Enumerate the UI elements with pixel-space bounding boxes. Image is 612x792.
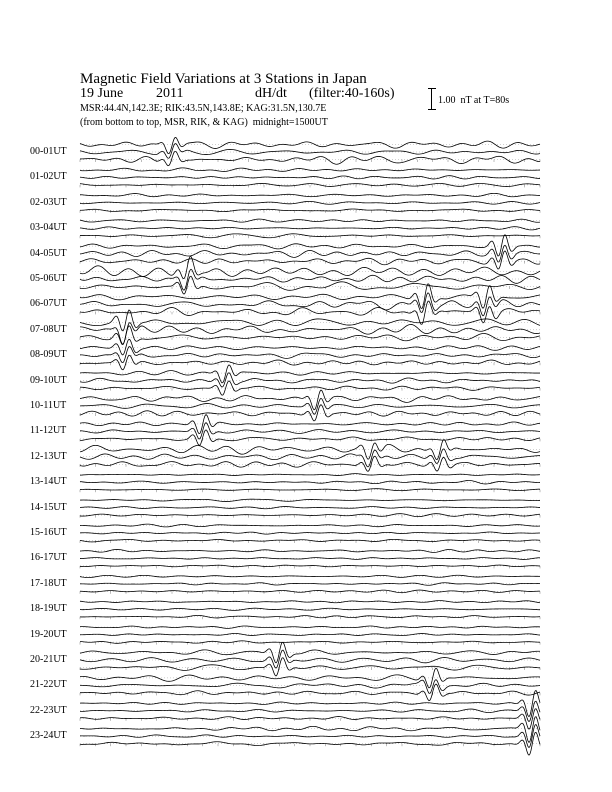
hour-row-label: 20-21UT <box>30 654 67 665</box>
date-day: 19 June <box>80 86 124 101</box>
trace-rik <box>80 608 540 610</box>
hour-row-traces <box>80 668 540 701</box>
midnight-note: midnight=1500UT <box>252 117 328 128</box>
hour-row-traces <box>80 415 540 446</box>
hour-row-label: 07-08UT <box>30 323 67 335</box>
hour-row-label: 09-10UT <box>30 374 67 386</box>
hour-row-label: 02-03UT <box>30 196 67 208</box>
scale-label: 1.00 nT at T=80s <box>438 95 510 106</box>
trace-rik <box>80 634 540 636</box>
hour-row-label: 01-02UT <box>30 171 67 183</box>
trace-msr <box>80 405 540 421</box>
hour-row-label: 05-06UT <box>30 273 67 284</box>
trace-kag <box>80 138 540 154</box>
trace-rik <box>80 532 540 534</box>
hour-row-traces <box>80 642 540 676</box>
hour-row-label: 10-11UT <box>30 400 67 411</box>
hour-row-label: 06-07UT <box>30 298 67 310</box>
hour-row-traces <box>80 549 540 568</box>
trace-rik <box>80 423 540 439</box>
hour-row-label: 03-04UT <box>30 222 67 234</box>
trace-rik <box>80 227 540 230</box>
hour-row-traces <box>80 601 540 620</box>
trace-kag <box>80 601 540 603</box>
trace-kag <box>80 499 540 501</box>
chart-title: Magnetic Field Variations at 3 Stations in Japan <box>80 71 367 87</box>
trace-rik <box>80 201 540 204</box>
hour-row-label: 00-01UT <box>30 146 67 157</box>
hour-row-label: 08-09UT <box>30 349 67 361</box>
quantity-label: dH/dt <box>255 86 287 101</box>
trace-msr <box>80 456 540 471</box>
hour-row-traces <box>80 138 540 166</box>
hour-row-traces <box>80 626 540 645</box>
hour-row-traces <box>80 390 540 421</box>
trace-kag <box>80 440 540 460</box>
hour-row-traces <box>80 474 540 493</box>
hour-row-label: 14-15UT <box>30 501 67 513</box>
hour-row-traces <box>80 219 540 238</box>
hour-row-traces <box>80 690 540 729</box>
hour-row-traces <box>80 339 540 370</box>
date-year-text: 2011 <box>156 86 184 101</box>
hour-row-label: 12-13UT <box>30 450 67 462</box>
hour-row-label: 23-24UT <box>30 730 67 742</box>
trace-kag <box>80 219 540 222</box>
hour-row-label: 11-12UT <box>30 425 67 437</box>
hour-row-traces <box>80 717 540 755</box>
trace-rik <box>80 144 540 159</box>
hour-row-traces <box>80 365 540 395</box>
hour-row-label: 16-17UT <box>30 552 67 564</box>
hour-row-traces <box>80 193 540 212</box>
hour-row-traces <box>80 310 540 345</box>
hour-row-label: 22-23UT <box>30 704 67 716</box>
hour-row-traces <box>80 524 540 543</box>
trace-rik <box>80 323 540 345</box>
hour-row-label: 15-16UT <box>30 527 67 538</box>
trace-kag <box>80 339 540 355</box>
trace-kag <box>80 168 540 172</box>
hour-row-label: 04-05UT <box>30 247 67 259</box>
hour-row-traces <box>80 575 540 594</box>
trace-msr <box>80 684 540 701</box>
trace-rik <box>80 373 540 387</box>
hour-row-label: 17-18UT <box>30 577 67 589</box>
trace-rik <box>80 176 540 179</box>
hour-row-traces <box>80 499 540 517</box>
hour-row-label: 18-19UT <box>30 603 67 615</box>
hour-row-traces <box>80 235 540 269</box>
hour-row-traces <box>80 440 540 472</box>
trace-rik <box>80 650 540 668</box>
hour-row-label: 21-22UT <box>30 679 67 691</box>
trace-rik <box>80 347 540 363</box>
hour-row-label: 13-14UT <box>30 476 67 488</box>
trace-rik <box>80 583 540 586</box>
station-order: (from bottom to top, MSR, RIK, & KAG) <box>80 117 248 128</box>
hour-row-traces <box>80 284 540 324</box>
stations-line: MSR:44.4N,142.3E; RIK:43.5N,143.8E; KAG:31.5N,130.7E <box>80 103 327 114</box>
trace-kag <box>80 193 540 196</box>
hour-row-traces <box>80 168 540 188</box>
filter-label: (filter:40-160s) <box>309 86 395 101</box>
hour-row-label: 19-20UT <box>30 628 67 640</box>
